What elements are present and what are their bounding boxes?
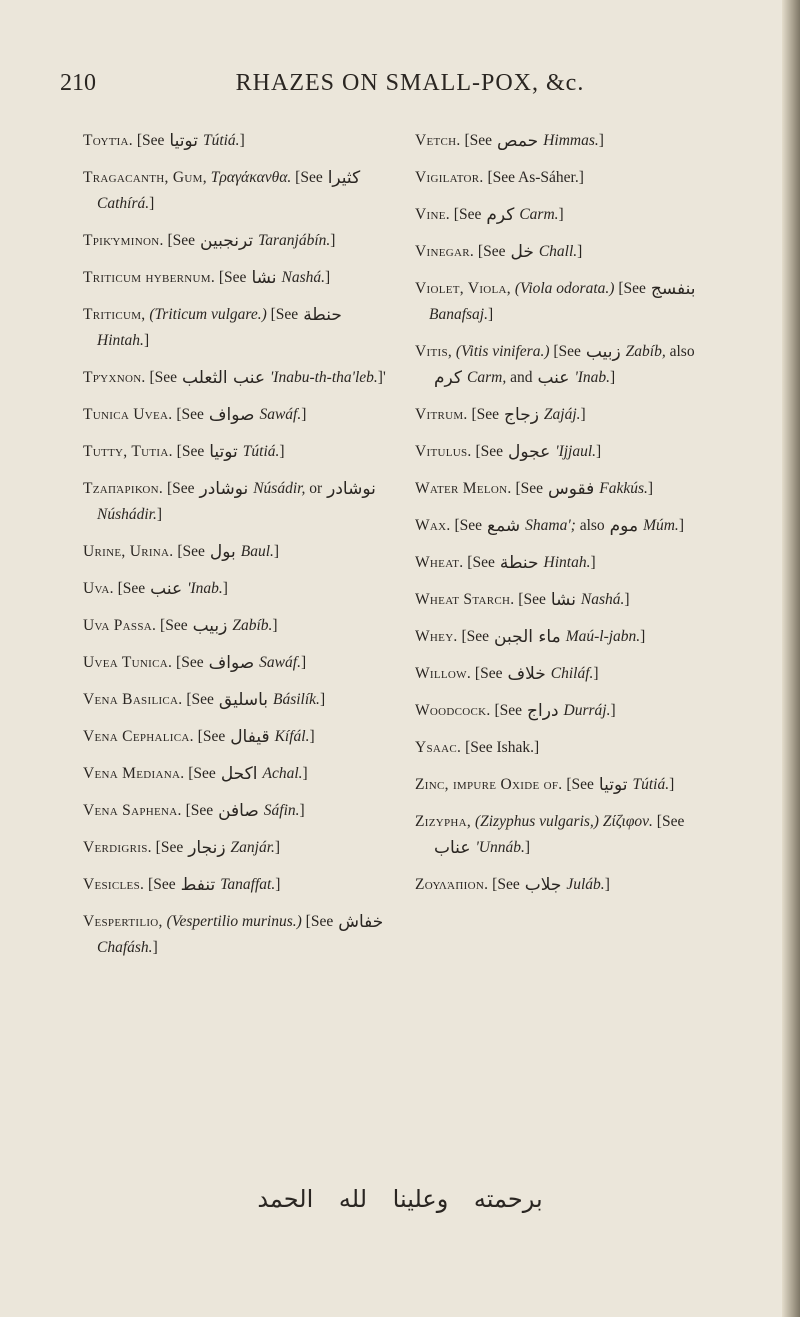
entry-reference: Himmas. — [543, 132, 599, 149]
entry-see: [See — [305, 913, 334, 930]
entry-see: [See — [618, 280, 646, 297]
index-entry — [83, 265, 398, 291]
entry-conjunction: and — [510, 369, 533, 386]
entry-reference: Hintah. — [97, 332, 144, 349]
closing-arabic-text: برحمته وعلينا لله الحمد — [257, 1185, 543, 1213]
arabic-term: قيفال — [230, 727, 270, 747]
entry-reference: Zajáj. — [543, 406, 581, 423]
entry-see: [See — [176, 654, 204, 671]
entry-see: [See — [453, 206, 482, 223]
entry-close: ] — [300, 654, 307, 671]
entry-reference: Chiláf. — [550, 665, 594, 682]
entry-reference: Núshádir. — [97, 506, 157, 523]
entry-headword: Urine, Urina. — [83, 543, 174, 560]
entry-reference: Zanjár. — [230, 839, 275, 856]
entry-reference: 'Inabu-th-tha'leb. — [269, 369, 378, 386]
entry-conjunction: or — [309, 480, 323, 497]
entry-close: ] — [580, 406, 586, 423]
entry-headword: Triticum, — [83, 306, 146, 323]
arabic-term: ماء الجبن — [494, 627, 561, 647]
entry-close: ] — [302, 765, 308, 782]
entry-conjunction: also — [669, 343, 695, 360]
arabic-term: توتيا — [209, 442, 238, 462]
entry-reference: Núsádir, — [253, 480, 306, 497]
entry-reference: Chall. — [538, 243, 578, 260]
entry-reference: 'Ijjaul. — [555, 443, 597, 460]
entry-close: ] — [647, 480, 654, 497]
entry-headword: Tutty, Tutia. — [83, 443, 173, 460]
arabic-term: توتيا — [169, 131, 198, 151]
entry-headword: Vitulus. — [415, 443, 472, 460]
index-entry — [83, 613, 398, 639]
entry-see: [See — [160, 617, 188, 634]
entry-headword: Vena Saphena. — [83, 802, 182, 819]
entry-close: ] — [319, 691, 326, 708]
entry-close: ] — [309, 728, 315, 745]
entry-latin: (Vespertilio murinus.) — [166, 913, 302, 930]
entry-headword: Vine. — [415, 206, 450, 223]
entry-headword: Wax. — [415, 517, 451, 534]
entry-headword: Vigilator. — [415, 169, 484, 186]
entry-see: [See — [295, 169, 323, 186]
left-column — [83, 128, 398, 972]
page-number: 210 — [60, 70, 96, 96]
entry-reference: Sawáf. — [259, 654, 301, 671]
entry-see: [See — [475, 443, 503, 460]
entry-close: ] — [610, 702, 616, 719]
entry-see: [See — [656, 813, 685, 830]
entry-reference: Múm. — [643, 517, 679, 534]
index-entry — [415, 772, 730, 798]
entry-see: [See — [166, 480, 195, 497]
entry-see: [See — [270, 306, 299, 323]
arabic-term: حمص — [497, 131, 539, 151]
arabic-term: كثيرا — [327, 168, 361, 188]
entry-reference: Chafásh. — [97, 939, 153, 956]
entry-close: ] — [330, 232, 336, 249]
index-entry — [415, 439, 730, 465]
index-entry — [415, 809, 730, 861]
arabic-term: دراج — [527, 701, 559, 721]
entry-close: ] — [222, 580, 228, 597]
entry-see: [See — [167, 232, 196, 249]
index-entry — [415, 550, 730, 576]
entry-reference: Sawáf. — [259, 406, 302, 423]
index-entry — [83, 228, 398, 254]
entry-reference: Sáfin. — [263, 802, 300, 819]
entry-headword: Verdigris. — [83, 839, 152, 856]
index-entry — [83, 476, 398, 528]
entry-reference: Tanaffat. — [220, 876, 276, 893]
entry-headword: Wheat. — [415, 554, 464, 571]
arabic-term: بول — [209, 542, 236, 562]
entry-reference: 'Inab. — [187, 580, 223, 597]
entry-see: [See — [197, 728, 226, 745]
entry-see: [See — [176, 406, 204, 423]
entry-close: ] — [590, 554, 596, 571]
index-entry — [83, 650, 398, 676]
entry-close: ] — [152, 939, 158, 956]
entry-close: ]' — [377, 369, 386, 386]
entry-see: [See — [149, 369, 178, 386]
entry-close: ] — [239, 132, 245, 149]
entry-close: ] — [273, 543, 280, 560]
entry-see: [See — [117, 580, 146, 597]
entry-reference: 'Unnáb. — [475, 839, 525, 856]
entry-reference: Shama'; — [525, 517, 576, 534]
arabic-term: خفاش — [338, 912, 384, 932]
index-entry — [83, 687, 398, 713]
index-entry — [415, 339, 730, 391]
entry-close: ] — [624, 591, 630, 608]
entry-see: [See — [464, 132, 493, 149]
entry-headword: Vena Cephalica. — [83, 728, 194, 745]
entry-see: [See — [467, 554, 495, 571]
arabic-term: عنب — [150, 579, 183, 599]
entry-headword: Willow. — [415, 665, 472, 682]
entry-headword: Zinc, impure Oxide of. — [415, 776, 563, 793]
arabic-term: نوشادر — [327, 479, 376, 499]
entry-reference: 'Inab. — [574, 369, 611, 386]
entry-headword: Ysaac. — [415, 739, 462, 756]
arabic-term: نوشادر — [199, 479, 249, 499]
index-entry — [415, 624, 730, 650]
index-entry — [415, 476, 730, 502]
entry-headword: Zizypha, — [415, 813, 472, 830]
entry-headword: Τρικύμινον. — [83, 232, 164, 249]
index-entry — [415, 872, 730, 898]
entry-see: [See — [471, 406, 500, 423]
index-entry — [83, 365, 398, 391]
arabic-term: زجاج — [504, 405, 539, 425]
entry-headword: Triticum hybernum. — [83, 269, 216, 286]
entry-reference: Carm. — [519, 206, 559, 223]
entry-latin: (Viola odorata.) — [514, 280, 615, 297]
entry-see: [See — [518, 591, 546, 608]
entry-reference: Hintah. — [543, 554, 591, 571]
entry-close: ] — [598, 132, 604, 149]
entry-reference: Banafsaj. — [429, 306, 488, 323]
index-entry — [83, 539, 398, 565]
page-edge — [782, 0, 800, 1317]
entry-headword: Vena Basilica. — [83, 691, 183, 708]
arabic-term: كرم — [434, 368, 462, 388]
entry-headword: Vetch. — [415, 132, 461, 149]
entry-close: ] — [577, 243, 583, 260]
entry-close: ] — [275, 876, 281, 893]
index-entry — [83, 302, 398, 354]
entry-see: [See — [176, 443, 205, 460]
entry-reference: Tútiá. — [242, 443, 280, 460]
entry-see: [See — [185, 802, 214, 819]
index-entry — [415, 587, 730, 613]
entry-headword: Uva. — [83, 580, 114, 597]
entry-headword: Τρύχνον. — [83, 369, 146, 386]
entry-reference: Kífál. — [274, 728, 310, 745]
arabic-term: بنفسج — [650, 279, 696, 299]
entry-headword: Tragacanth, Gum, — [83, 169, 207, 186]
arabic-term: توتيا — [598, 775, 628, 795]
entry-headword: Violet, Viola, — [415, 280, 511, 297]
index-entry — [415, 735, 730, 761]
entry-close: ] — [640, 628, 646, 645]
entry-latin: (Vitis vinifera.) — [455, 343, 550, 360]
entry-close: ] — [678, 517, 684, 534]
entry-reference: Carm, — [467, 369, 507, 386]
entry-headword: Vitis, — [415, 343, 453, 360]
entry-close: ] — [156, 506, 163, 523]
entry-reference: Tútiá. — [632, 776, 670, 793]
entry-reference: Baul. — [240, 543, 274, 560]
entry-headword: Whey. — [415, 628, 458, 645]
index-entry — [415, 402, 730, 428]
entry-see: [See — [461, 628, 490, 645]
entry-reference: Taranjábín. — [258, 232, 331, 249]
entry-close: ] — [558, 206, 564, 223]
entry-see: [See — [188, 765, 216, 782]
entry-close: ] — [524, 839, 531, 856]
index-entry — [83, 835, 398, 861]
index-entry — [83, 761, 398, 787]
index-entry — [415, 165, 730, 191]
entry-see: [See — [492, 876, 520, 893]
entry-close: ] — [143, 332, 150, 349]
entry-see: [See As-Sáher.] — [487, 169, 584, 186]
entry-close: ] — [149, 195, 155, 212]
entry-latin: (Zizyphus vulgaris,) Ζίζιφον. — [474, 813, 653, 830]
entry-reference: Zabíb, — [625, 343, 666, 360]
arabic-term: حنطة — [499, 553, 539, 573]
entry-see: [See — [474, 665, 503, 682]
arabic-term: موم — [609, 516, 639, 536]
entry-headword: Vespertilio, — [83, 913, 163, 930]
entry-see: [See — [515, 480, 544, 497]
entry-close: ] — [488, 306, 494, 323]
arabic-term: عجول — [508, 442, 551, 462]
entry-close: ] — [604, 876, 610, 893]
entry-see: [See — [477, 243, 506, 260]
index-entry — [415, 239, 730, 265]
entry-close: ] — [301, 406, 307, 423]
entry-reference: Achal. — [262, 765, 303, 782]
entry-headword: Uvea Tunica. — [83, 654, 173, 671]
arabic-term: اكحل — [220, 764, 258, 784]
running-title: RHAZES ON SMALL-POX, &c. — [235, 70, 585, 96]
entry-reference: Durráj. — [563, 702, 611, 719]
index-entry — [415, 202, 730, 228]
entry-headword: Ζουλάπιον. — [415, 876, 489, 893]
entry-close: ] — [299, 802, 305, 819]
entry-headword: Water Melon. — [415, 480, 512, 497]
arabic-term: نشا — [550, 590, 576, 610]
index-entry — [415, 661, 730, 687]
arabic-term: زبيب — [192, 616, 228, 636]
entry-headword: Τζαπάρικον. — [83, 480, 164, 497]
entry-conjunction: also — [579, 517, 605, 534]
arabic-term: خل — [510, 242, 534, 262]
page-header — [60, 70, 760, 100]
arabic-term: خلاف — [507, 664, 546, 684]
index-entry — [415, 698, 730, 724]
arabic-term: نشا — [251, 268, 277, 288]
arabic-term: صواف — [208, 653, 255, 673]
entry-see: [See — [218, 269, 247, 286]
arabic-term: عناب — [434, 838, 471, 858]
entry-reference: Fakkús. — [599, 480, 648, 497]
index-entry — [83, 439, 398, 465]
entry-latin: Τραγάκανθα. — [210, 169, 292, 186]
index-entry — [83, 798, 398, 824]
entry-reference: Nashá. — [580, 591, 625, 608]
entry-headword: Woodcock. — [415, 702, 491, 719]
entry-headword: Vena Mediana. — [83, 765, 185, 782]
index-entry — [83, 724, 398, 750]
entry-close: ] — [610, 369, 616, 386]
entry-close: ] — [596, 443, 602, 460]
index-entry — [415, 128, 730, 154]
entry-reference: Tútiá. — [202, 132, 240, 149]
entry-headword: Uva Passa. — [83, 617, 157, 634]
index-entry — [415, 513, 730, 539]
entry-see: [See — [136, 132, 165, 149]
entry-see: [See — [454, 517, 483, 534]
entry-reference: Juláb. — [566, 876, 605, 893]
arabic-term: فقوس — [548, 479, 595, 499]
entry-close: ] — [325, 269, 331, 286]
arabic-term: زبيب — [585, 342, 621, 362]
arabic-term: عنب الثعلب — [182, 368, 265, 388]
entry-headword: Vitrum. — [415, 406, 468, 423]
entry-reference: Básilík. — [273, 691, 320, 708]
index-entry — [83, 576, 398, 602]
entry-headword: Vinegar. — [415, 243, 475, 260]
entry-see: [See — [553, 343, 581, 360]
arabic-term: باسليق — [218, 690, 268, 710]
entry-headword: Τουτία. — [83, 132, 133, 149]
entry-headword: Vesicles. — [83, 876, 145, 893]
entry-latin: (Triticum vulgare.) — [149, 306, 267, 323]
entry-reference: Nashá. — [281, 269, 326, 286]
index-entry — [83, 402, 398, 428]
entry-see: [See — [566, 776, 594, 793]
entry-reference: Cathírá. — [97, 195, 150, 212]
arabic-term: كرم — [486, 205, 515, 225]
index-entry — [83, 909, 398, 961]
arabic-term: شمع — [487, 516, 521, 536]
arabic-term: تنفط — [180, 875, 216, 895]
index-entry — [83, 872, 398, 898]
arabic-term: زنجار — [188, 838, 226, 858]
entry-headword: Wheat Starch. — [415, 591, 515, 608]
arabic-term: صواف — [208, 405, 255, 425]
arabic-term: حنطة — [303, 305, 342, 325]
entry-reference: Maú-l-jabn. — [565, 628, 641, 645]
index-entry — [415, 276, 730, 328]
entry-reference: Zabíb. — [232, 617, 273, 634]
right-column — [415, 128, 730, 909]
entry-see: [See — [177, 543, 205, 560]
arabic-term: عنب — [537, 368, 570, 388]
entry-see: [See — [494, 702, 523, 719]
entry-close: ] — [669, 776, 675, 793]
entry-see: [See Ishak.] — [465, 739, 540, 756]
entry-see: [See — [148, 876, 176, 893]
entry-see: [See — [155, 839, 184, 856]
entry-close: ] — [272, 617, 278, 634]
entry-see: [See — [186, 691, 214, 708]
index-entry — [83, 165, 398, 217]
entry-headword: Tunica Uvea. — [83, 406, 173, 423]
arabic-term: جلاب — [524, 875, 562, 895]
arabic-term: ترنجبين — [200, 231, 254, 251]
arabic-term: صافن — [218, 801, 259, 821]
index-entry — [83, 128, 398, 154]
entry-close: ] — [279, 443, 285, 460]
entry-close: ] — [593, 665, 599, 682]
entry-close: ] — [274, 839, 281, 856]
